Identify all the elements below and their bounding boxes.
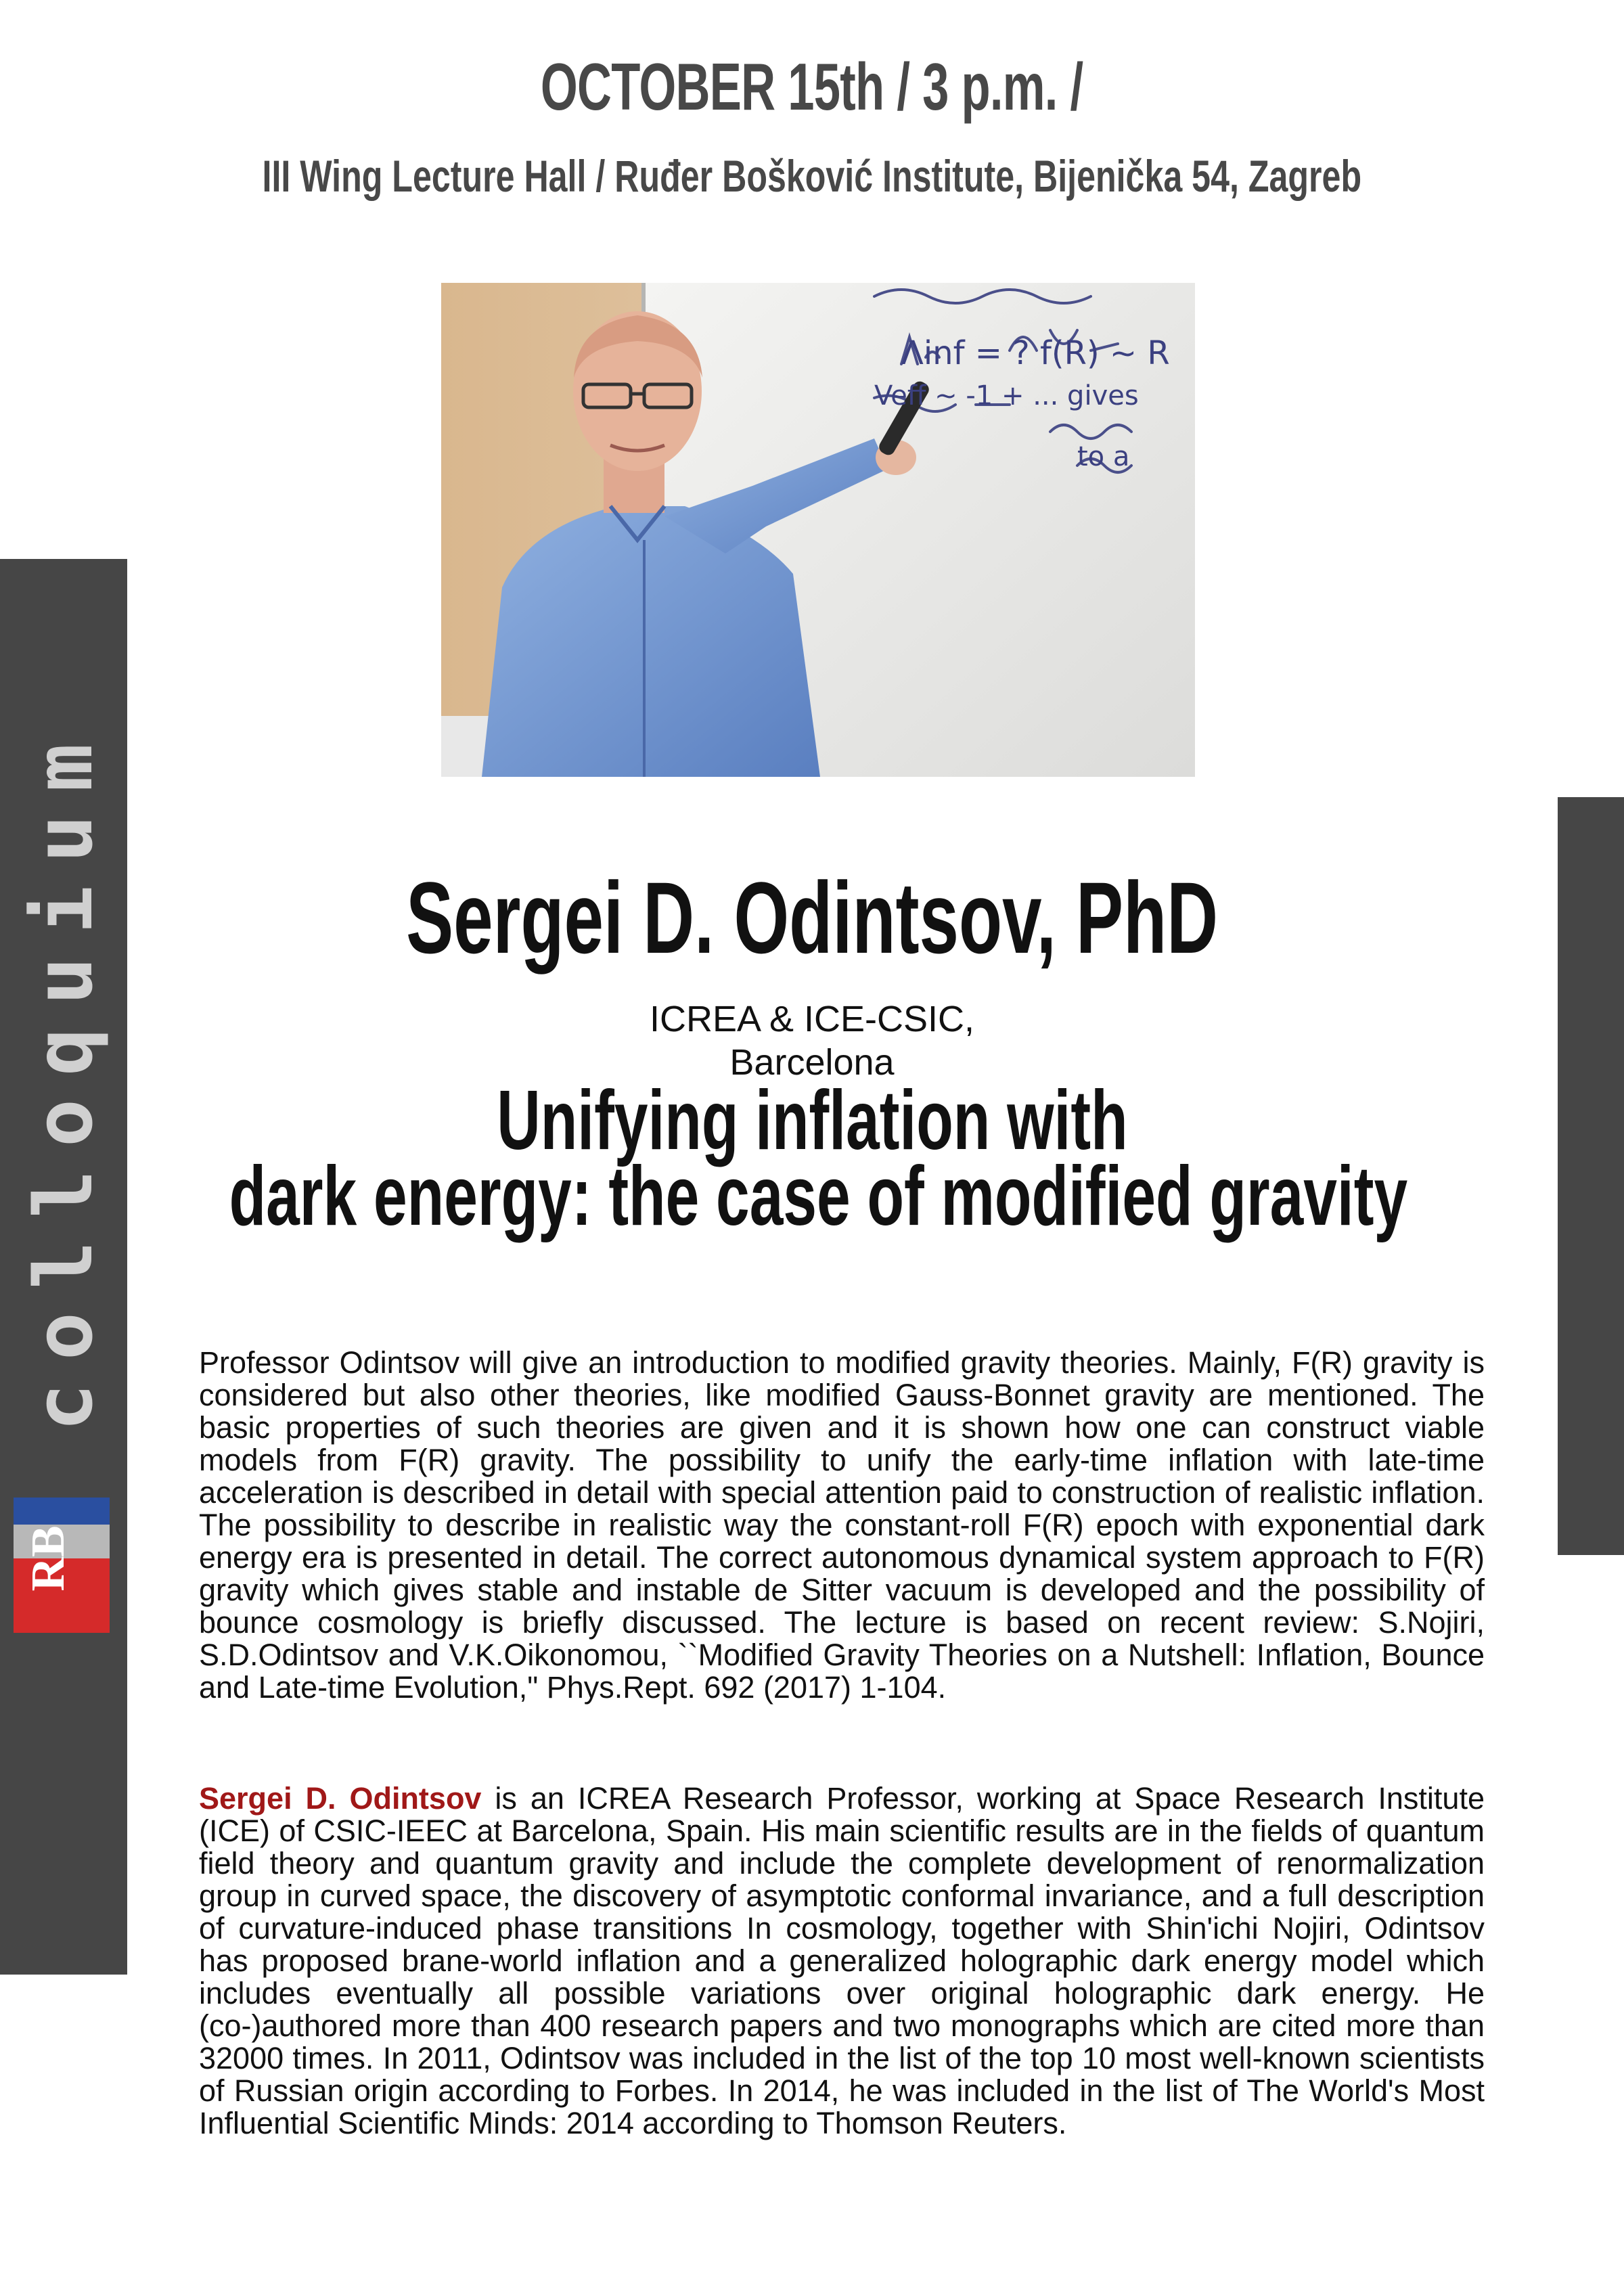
- talk-title-line-1: Unifying inflation with: [496, 1074, 1128, 1167]
- talk-title: [0, 1074, 1624, 1243]
- event-date-time: [0, 49, 1624, 125]
- affiliation-line-1: ICREA & ICE-CSIC,: [649, 999, 975, 1039]
- svg-text:RB: RB: [22, 1525, 74, 1592]
- bio-text: is an ICREA Research Professor, working at Space Research Institute (ICE) of CSIC-IEEC at Barcelona, Spain. His main scientific results are in the fields of quantum field theory and quantum gravity and include the complete development of renormalization group in curved space, the discovery of asymptotic conformal invariance, and a full description of curvature-induced phase transitions In cosmology, together with Shin'ichi Nojiri, Odintsov has proposed brane-world inflation and a generalized holographic dark energy model which includes eventually all possible variations over original holographic dark energy. He (co-)authored more than 400 research papers and two monographs which are cited more than 32000 times. In 2011, Odintsov was included in the list of the top 10 most well-known scientists of Russian origin according to Forbes. In 2014, he was included in the list of The World's Most Influential Scientific Minds: 2014 according to Thomson Reuters.: [199, 1781, 1485, 2140]
- venue-text: III Wing Lecture Hall / Ruđer Bošković Institute, Bijenička 54, Zagreb: [262, 151, 1362, 201]
- speaker-name: [0, 859, 1624, 976]
- talk-title-line-2: dark energy: the case of modified gravity: [229, 1150, 1408, 1243]
- abstract-paragraph: Professor Odintsov will give an introduction to modified gravity theories. Mainly, F(R) gravity is considered but also other theories, like modified Gauss-Bonnet gravity are mentioned. The basic properties of such theories are given and it is shown how one can construct viable models from F(R) gravity. The possibility to unify the early-time inflation with late-time acceleration is described in detail with special attention paid to construction of realistic inflation. The possibility to describe in realistic way the constant-roll F(R) epoch with exponential dark energy era is presented in detail. The correct autonomous dynamical system approach to F(R) gravity which gives stable and instable de Sitter vacuum is developed and the possibility of bounce cosmology is briefly discussed. The lecture is based on recent review: S.Nojiri, S.D.Odintsov and V.K.Oikonomou, ``Modified Gravity Theories on a Nutshell: Inflation, Bounce and Late-time Evolution," Phys.Rept. 692 (2017) 1-104.: [199, 1345, 1485, 1705]
- svg-text:Λinf = ? f(R) ~ R: Λinf = ? f(R) ~ R: [901, 334, 1170, 372]
- speaker-photo: [441, 283, 1195, 777]
- date-time-text: OCTOBER 15th / 3 p.m. /: [541, 49, 1083, 124]
- bio-paragraph: [199, 1782, 1485, 2140]
- speaker-affiliation: [0, 997, 1624, 1084]
- event-venue: [0, 150, 1624, 202]
- svg-text:Veff ~ -1 + ... gives: Veff ~ -1 + ... gives: [874, 380, 1139, 411]
- irb-logo: [14, 1498, 110, 1633]
- bio-speaker-name: Sergei D. Odintsov: [199, 1781, 482, 1816]
- svg-text:to a: to a: [1077, 441, 1130, 472]
- affiliation-line-2: Barcelona: [729, 1042, 895, 1083]
- colloquium-label: colloquium: [17, 720, 110, 1432]
- speaker-name-text: Sergei D. Odintsov, PhD: [406, 861, 1218, 974]
